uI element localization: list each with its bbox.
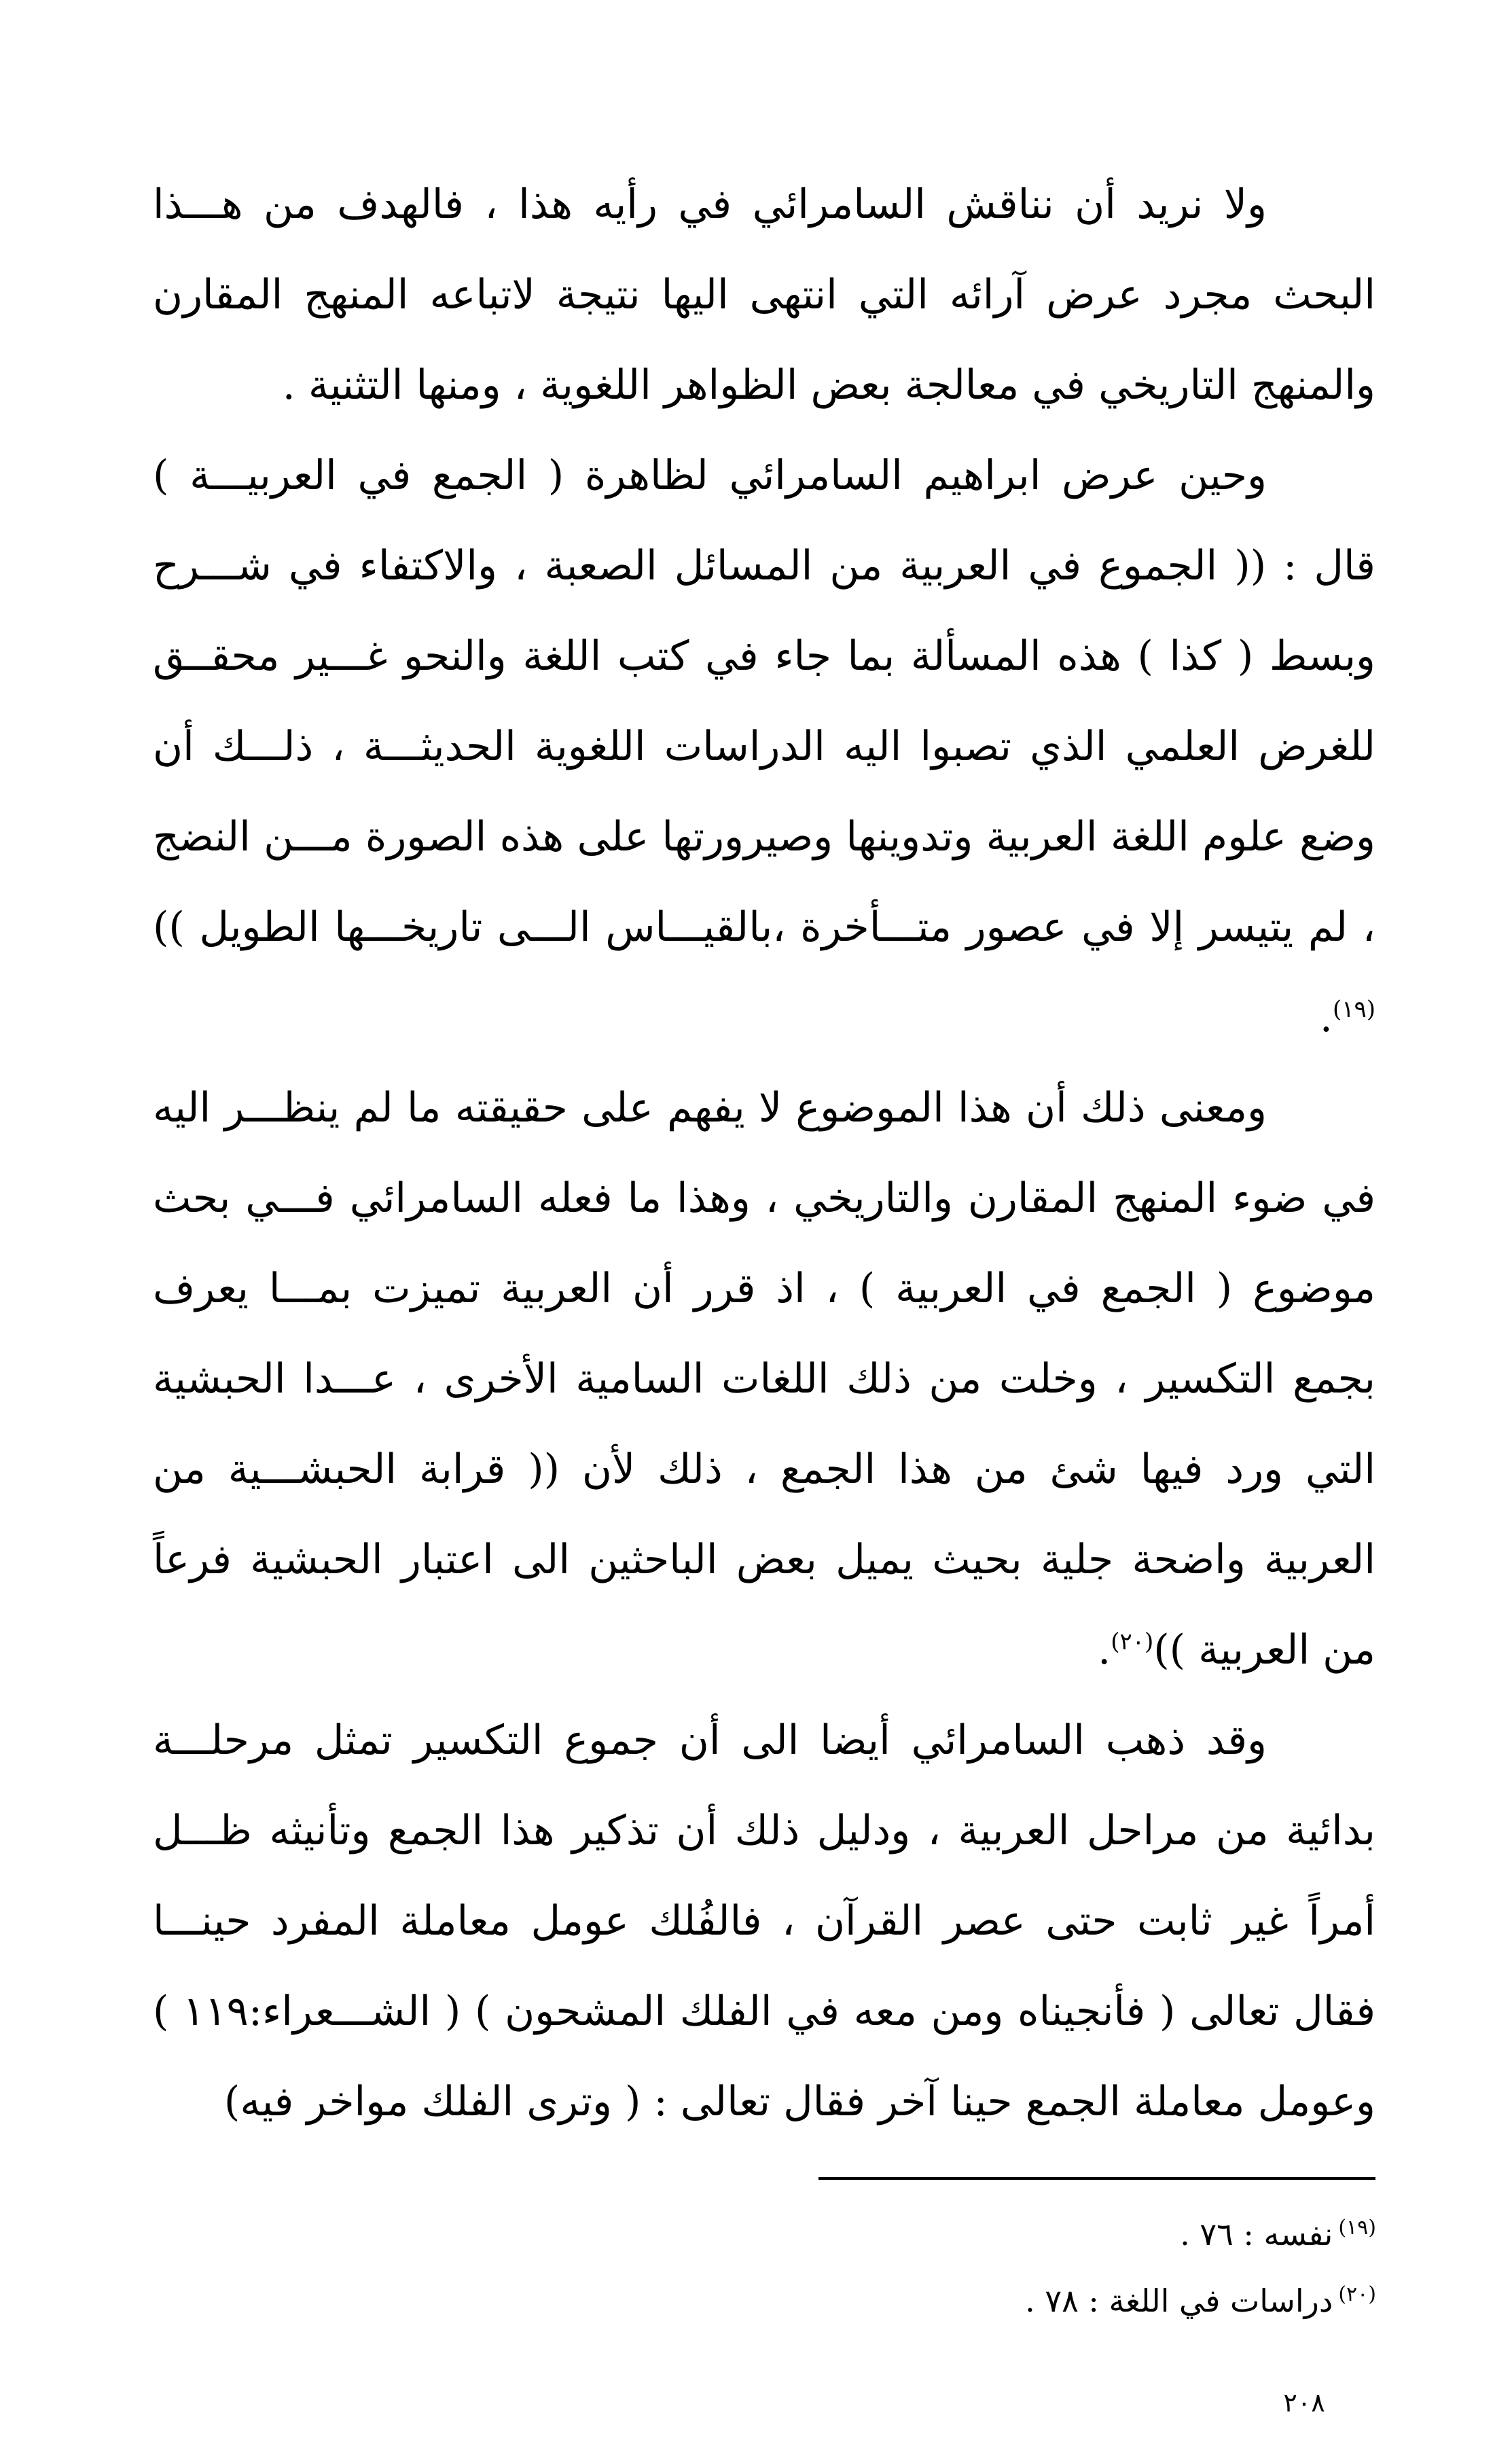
paragraph-3-end: . [1098, 1626, 1111, 1674]
page-number: ٢٠٨ [1283, 2388, 1325, 2418]
footnote-ref-20: (٢٠) [1111, 1628, 1154, 1655]
paragraph-2-text: وحين عرض ابراهيم السامرائي لظاهرة ( الجمع في العربيـــة ) قال : (( الجموع في العربية من المسائل الصعبة ، والاكتفاء في شـــرح وبسط ( كذا ) هذه المسألة بما جاء في كتب اللغة والنحو غـــير محقــق للغرض العلمي الذي تصبوا اليه الدراسات اللغوية الحديثـــة ، ذلـــك أن وضع علوم اللغة العربية وتدوينها وصيرورتها على هذه الصورة مـــن النضج ، لم يتيسر إلا في عصور متـــأخرة ،بالقيـــاس الـــى تاريخـــها الطويل )) [153, 452, 1375, 951]
paragraph-4 [153, 1696, 1375, 2147]
footnotes [765, 2201, 1376, 2334]
footnote-ref-19: (١٩) [1332, 996, 1375, 1023]
footnote-20 [765, 2267, 1376, 2334]
footnote-20-text: دراسات في اللغة : ٧٨ . [1025, 2282, 1333, 2319]
paragraph-3 [153, 1063, 1375, 1696]
paragraph-2 [153, 431, 1375, 1063]
paragraph-1-text: ولا نريد أن نناقش السامرائي في رأيه هذا ، فالهدف من هـــذا البحث مجرد عرض آرائه التي انتهى اليها نتيجة لاتباعه المنهج المقارن والمنهج التاريخي في معالجة بعض الظواهر اللغوية ، ومنها التثنية . [153, 181, 1375, 409]
paragraph-3-text: ومعنى ذلك أن هذا الموضوع لا يفهم على حقيقته ما لم ينظـــر اليه في ضوء المنهج المقارن والتاريخي ، وهذا ما فعله السامرائي فـــي بحث موضوع ( الجمع في العربية ) ، اذ قرر أن العربية تميزت بمـــا يعرف بجمع التكسير ، وخلت من ذلك اللغات السامية الأخرى ، عـــدا الحبشية التي ورد فيها شئ من هذا الجمع ، ذلك لأن (( قرابة الحبشـــية من العربية واضحة جلية بحيث يميل بعض الباحثين الى اعتبار الحبشية فرعاً من العربية )) [153, 1084, 1375, 1674]
paragraph-4-text: وقد ذهب السامرائي أيضا الى أن جموع التكسير تمثل مرحلـــة بدائية من مراحل العربية ، ودليل ذلك أن تذكير هذا الجمع وتأنيثه ظـــل أمراً غير ثابت حتى عصر القرآن ، فالفُلك عومل معاملة المفرد حينـــا فقال تعالى ( فأنجيناه ومن معه في الفلك المشحون ) ( الشـــعراء:١١٩ ) وعومل معاملة الجمع حينا آخر فقال تعالى : ( وترى الفلك مواخر فيه) [153, 1717, 1375, 2125]
footnote-20-number: (٢٠) [1338, 2282, 1376, 2306]
footnote-19 [765, 2201, 1376, 2267]
main-text [153, 160, 1375, 2147]
paragraph-2-end: . [1319, 994, 1333, 1041]
paragraph-1 [153, 160, 1375, 431]
footnote-divider [818, 2177, 1375, 2180]
footnote-19-number: (١٩) [1338, 2215, 1376, 2240]
footnote-19-text: نفسه : ٧٦ . [1180, 2216, 1333, 2253]
